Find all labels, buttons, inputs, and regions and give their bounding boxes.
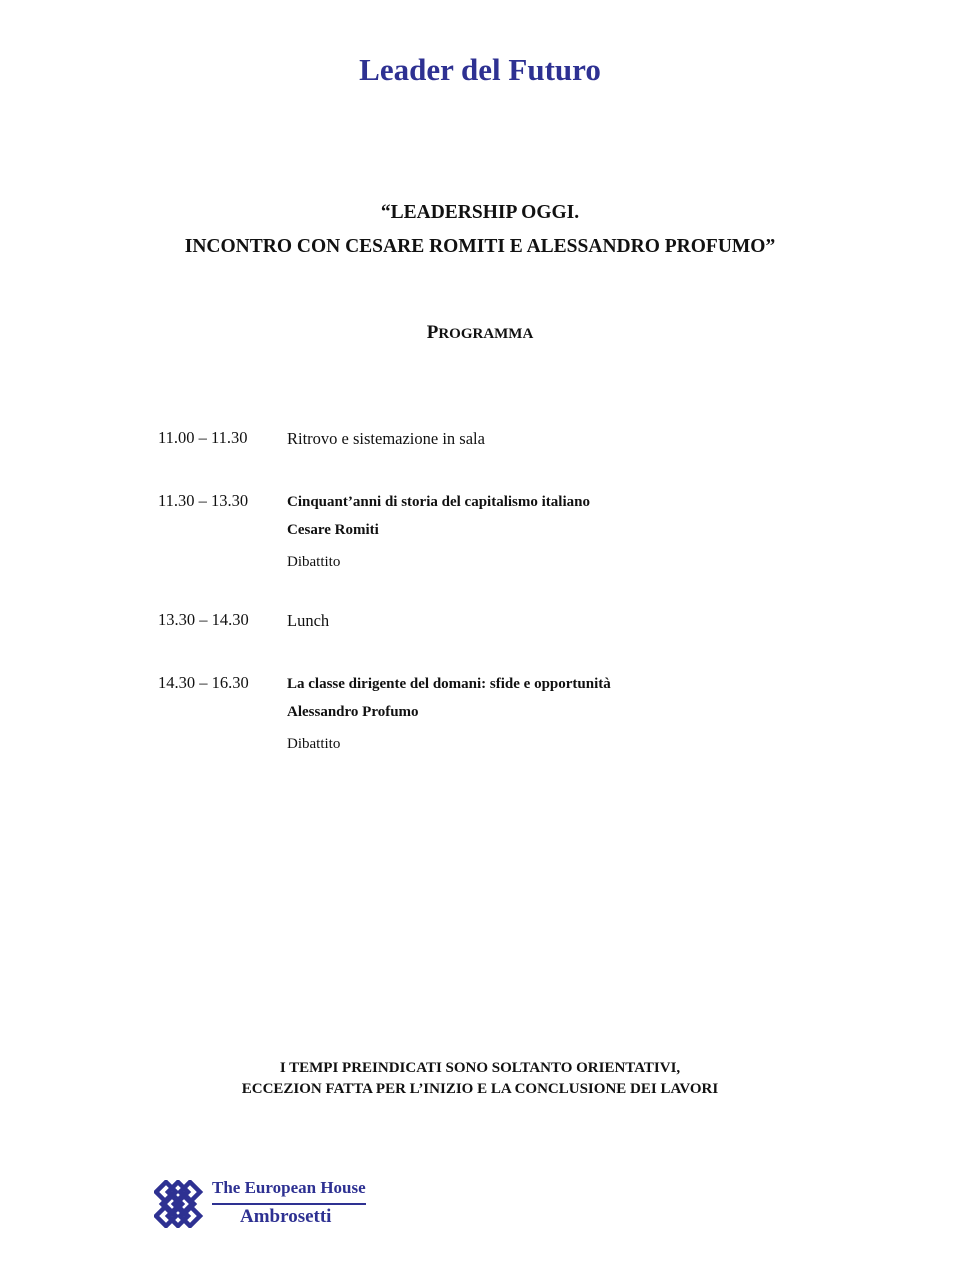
slot-time: 11.00 – 11.30 <box>158 428 248 447</box>
schedule-slot <box>158 673 858 755</box>
slot-time: 11.30 – 13.30 <box>158 491 249 510</box>
schedule-slot <box>158 610 858 673</box>
logo-text <box>212 1176 392 1229</box>
disclaimer-line1: I TEMPI PREINDICATI SONO SOLTANTO ORIENTATIVI, <box>279 1060 681 1076</box>
event-title-line2: INCONTRO CON CESARE ROMITI E ALESSANDRO PROFUMO” <box>184 236 776 257</box>
disclaimer <box>0 1058 960 1100</box>
slot-note: Dibattito <box>287 736 341 752</box>
program-heading-initial: P <box>426 322 439 343</box>
program-heading-rest: ROGRAMMA <box>438 326 534 342</box>
slot-body <box>287 610 858 632</box>
slot-speaker: Cesare Romiti <box>287 522 379 538</box>
event-title <box>0 196 960 264</box>
program-heading <box>0 322 960 344</box>
slot-description: Ritrovo e sistemazione in sala <box>287 429 485 448</box>
event-title-line1: “LEADERSHIP OGGI. <box>380 202 580 223</box>
slot-body <box>287 428 858 450</box>
slot-body <box>287 673 858 755</box>
slot-time: 13.30 – 14.30 <box>158 610 249 629</box>
slot-topic: Cinquant’anni di storia del capitalismo italiano <box>287 494 590 510</box>
schedule-slot <box>158 428 858 491</box>
organizer-logo <box>154 1176 404 1232</box>
slot-note: Dibattito <box>287 554 341 570</box>
schedule <box>158 428 858 755</box>
disclaimer-line2: ECCEZION FATTA PER L’INIZIO E LA CONCLUSIONE DEI LAVORI <box>241 1081 719 1097</box>
slot-description: Lunch <box>287 611 330 630</box>
schedule-slot <box>158 491 858 610</box>
slot-topic: La classe dirigente del domani: sfide e opportunità <box>287 676 611 692</box>
logo-line2: Ambrosetti <box>240 1206 332 1227</box>
slot-body <box>287 491 858 573</box>
page-title: Leader del Futuro <box>359 52 601 87</box>
ambrosetti-logo-icon <box>154 1180 204 1228</box>
slot-time: 14.30 – 16.30 <box>158 673 249 692</box>
logo-line1: The European House <box>212 1176 366 1205</box>
slot-speaker: Alessandro Profumo <box>287 704 419 720</box>
